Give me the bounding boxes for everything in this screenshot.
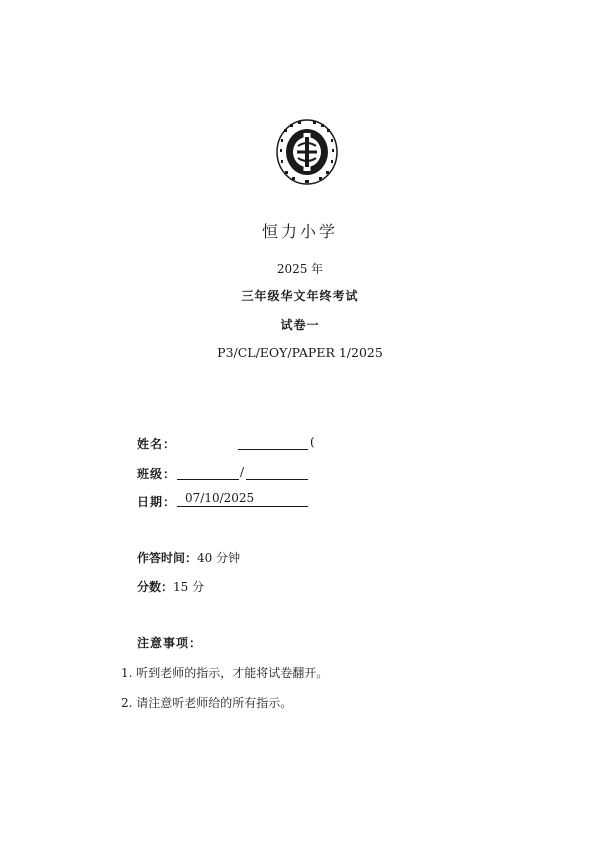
time-label: 作答时间： [137, 551, 198, 565]
name-field[interactable] [238, 449, 308, 450]
name-label: 姓名： [137, 437, 177, 451]
name-paren: ( [310, 435, 315, 449]
school-name: 恒力小学 [261, 222, 338, 241]
score-row [137, 578, 204, 595]
school-crest-logo [276, 119, 338, 185]
paper-code: P3/CL/EOY/PAPER 1/2025 [217, 345, 383, 360]
time-value: 40 分钟 [197, 551, 241, 565]
date-field[interactable] [177, 506, 308, 507]
class-field-number[interactable] [246, 479, 308, 480]
notes-item-1: 1. 听到老师的指示，才能将试卷翻开。 [121, 666, 329, 680]
notes-item-2: 2. 请注意听老师给的所有指示。 [121, 696, 293, 710]
class-field-level[interactable] [177, 479, 239, 480]
score-label: 分数： [137, 580, 174, 594]
class-separator: / [240, 465, 245, 479]
exam-title: 三年级华文年终考试 [241, 289, 359, 303]
date-value: 07/10/2025 [185, 491, 255, 505]
paper-title: 试卷一 [280, 318, 320, 332]
class-label: 班级： [137, 467, 177, 481]
notes-heading: 注意事项： [137, 636, 203, 650]
date-label: 日期： [137, 495, 177, 509]
exam-year: 2025 年 [276, 262, 324, 276]
time-row [137, 549, 240, 566]
score-value: 15 分 [173, 580, 205, 594]
